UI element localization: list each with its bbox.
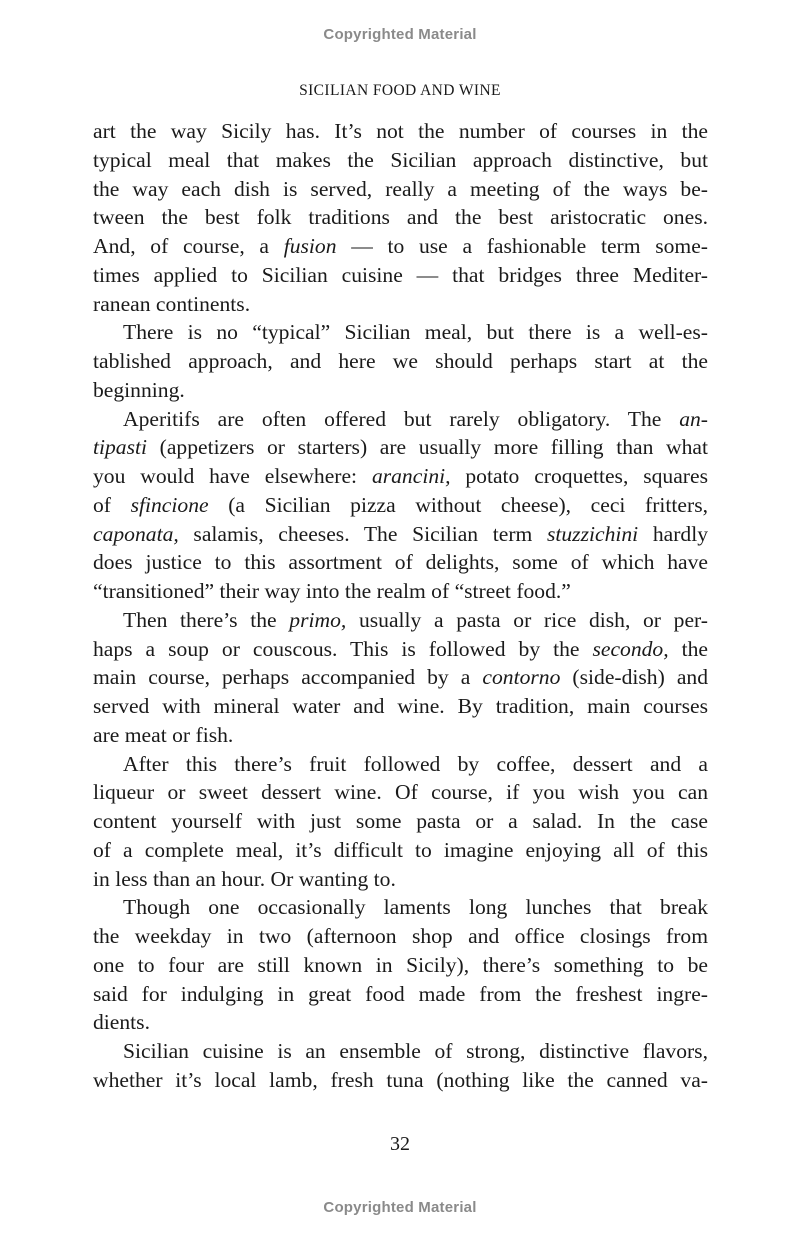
text-segment: (side-dish) and <box>560 665 708 690</box>
text-segment: liqueur or sweet dessert wine. Of course, if you wish you can <box>93 780 708 805</box>
text-segment: said for indulging in great food made from the freshest ingre- <box>93 981 708 1006</box>
text-line <box>93 203 708 232</box>
text-segment: served with mineral water and wine. By tradition, main courses <box>93 694 708 718</box>
text-segment: Sicilian cuisine is an ensemble of strong, distinctive flavors, <box>123 1039 708 1063</box>
text-line <box>93 980 708 1009</box>
italic-text: secondo, <box>592 636 669 661</box>
italic-text: fusion <box>283 234 337 258</box>
text-segment: whether it’s local lamb, fresh tuna (nothing like the canned va- <box>93 1067 708 1092</box>
text-segment: ranean continents. <box>93 291 251 316</box>
text-line <box>93 232 708 261</box>
text-segment: main course, perhaps accompanied by a <box>93 665 483 690</box>
text-segment: haps a soup or couscous. This is followed by the <box>93 636 593 661</box>
text-segment: (a Sicilian pizza without cheese), ceci fritters, <box>208 492 709 517</box>
text-segment: There is no “typical” Sicilian meal, but there is a well-es- <box>123 320 708 345</box>
text-line <box>93 807 708 836</box>
text-segment: the way each dish is served, really a meeting of the ways be- <box>93 176 708 201</box>
text-line <box>93 462 708 491</box>
body-text <box>93 117 708 1095</box>
italic-text: contorno <box>482 665 561 690</box>
text-segment: you would have elsewhere: <box>93 464 372 488</box>
text-line <box>93 548 708 577</box>
text-segment: content yourself with just some pasta or a salad. In the case <box>93 809 708 833</box>
text-segment: typical meal that makes the Sicilian approach distinctive, but <box>93 147 708 172</box>
text-line <box>93 1037 708 1066</box>
text-line <box>93 318 708 347</box>
page-number: 32 <box>390 1133 410 1155</box>
text-segment: one to four are still known in Sicily), there’s something to be <box>93 952 708 977</box>
text-line <box>93 175 708 204</box>
text-segment: After this there’s fruit followed by coffee, dessert and a <box>123 751 708 776</box>
text-segment: (appetizers or starters) are usually more filling than what <box>147 435 708 460</box>
text-line <box>93 865 708 894</box>
text-segment: tablished approach, and here we should perhaps start at the <box>93 349 708 373</box>
text-segment: potato croquettes, squares <box>450 464 708 488</box>
text-segment: does justice to this assortment of delights, some of which have <box>93 550 708 575</box>
italic-text: sfincione <box>130 492 209 517</box>
text-line <box>93 520 708 549</box>
text-line <box>93 692 708 721</box>
text-line <box>93 376 708 405</box>
text-segment: the weekday in two (afternoon shop and office closings from <box>93 924 708 948</box>
text-segment: of <box>93 492 131 517</box>
text-segment: — to use a fashionable term some- <box>336 234 708 258</box>
text-line <box>93 922 708 951</box>
text-line <box>93 951 708 980</box>
text-segment: salamis, cheeses. The Sicilian term <box>178 521 547 546</box>
text-line <box>93 405 708 434</box>
italic-text: arancini, <box>371 464 451 488</box>
text-line <box>93 290 708 319</box>
text-segment: Though one occasionally laments long lunches that break <box>123 895 708 920</box>
text-line <box>93 1008 708 1037</box>
running-head: SICILIAN FOOD AND WINE <box>299 82 501 99</box>
text-segment: times applied to Sicilian cuisine — that bridges three Mediter- <box>93 262 708 287</box>
text-segment: in less than an hour. Or wanting to. <box>93 866 396 891</box>
text-segment: tween the best folk traditions and the best aristocratic ones. <box>93 205 708 230</box>
text-segment: beginning. <box>93 377 185 402</box>
text-line <box>93 721 708 750</box>
italic-text: tipasti <box>93 435 147 460</box>
text-line <box>93 261 708 290</box>
text-line <box>93 836 708 865</box>
italic-text: stuzzichini <box>546 521 639 546</box>
copyright-watermark-bottom: Copyrighted Material <box>323 1199 477 1216</box>
text-segment: hardly <box>638 521 708 546</box>
text-segment: Aperitifs are often offered but rarely obligatory. The <box>123 406 680 431</box>
text-line <box>93 750 708 779</box>
copyright-watermark-top: Copyrighted Material <box>323 26 477 43</box>
text-line <box>93 491 708 520</box>
italic-text: primo, <box>289 607 347 632</box>
text-segment: of a complete meal, it’s difficult to imagine enjoying all of this <box>93 837 708 862</box>
text-segment: are meat or fish. <box>93 722 234 747</box>
text-segment: the <box>668 636 709 661</box>
text-segment: art the way Sicily has. It’s not the number of courses in the <box>93 119 708 143</box>
text-line <box>93 1066 708 1095</box>
text-segment: And, of course, a <box>93 234 284 258</box>
text-line <box>93 606 708 635</box>
text-line <box>93 117 708 146</box>
text-line <box>93 347 708 376</box>
text-line <box>93 577 708 606</box>
italic-text: an- <box>679 406 708 431</box>
text-segment: “transitioned” their way into the realm of “street food.” <box>93 579 571 603</box>
text-line <box>93 778 708 807</box>
text-segment: Then there’s the <box>123 607 290 632</box>
italic-text: caponata, <box>93 521 179 546</box>
text-segment: usually a pasta or rice dish, or per- <box>346 607 708 632</box>
text-line <box>93 146 708 175</box>
text-line <box>93 893 708 922</box>
text-line <box>93 635 708 664</box>
text-line <box>93 433 708 462</box>
text-line <box>93 663 708 692</box>
text-segment: dients. <box>93 1010 150 1035</box>
